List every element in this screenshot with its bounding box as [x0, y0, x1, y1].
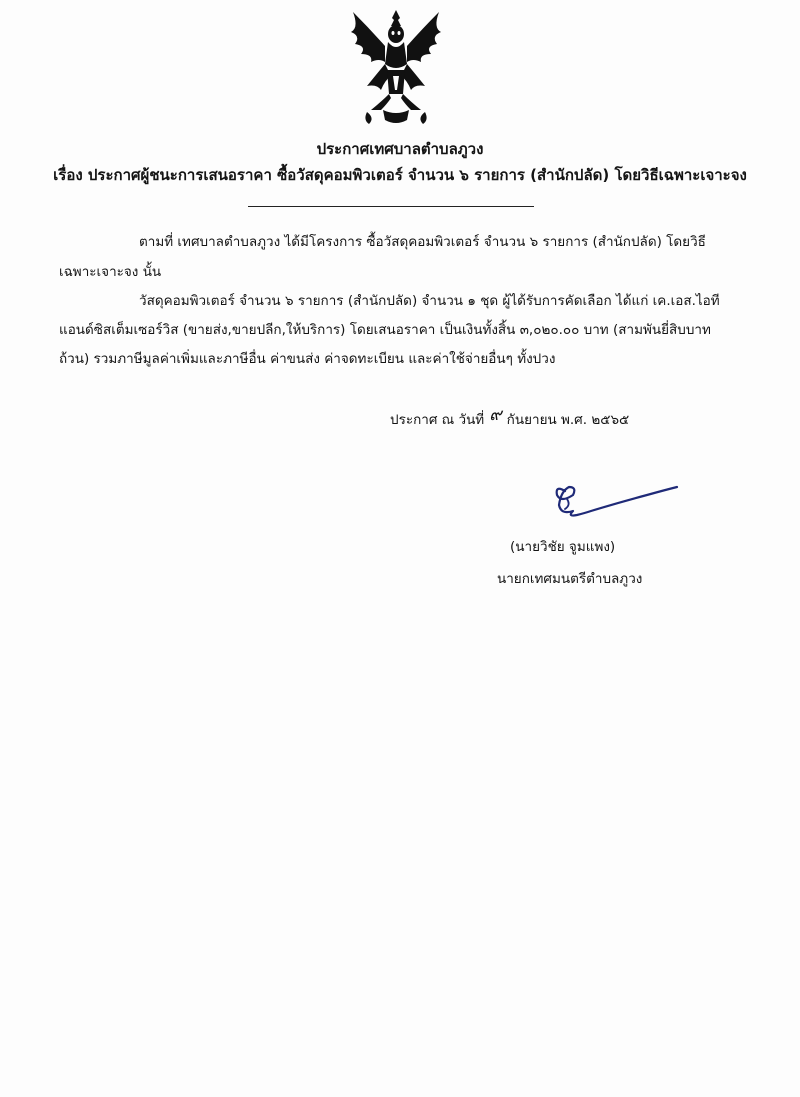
announcement-title: ประกาศเทศบาลตำบลภูวง — [316, 140, 484, 158]
date-month-year: กันยายน พ.ศ. ๒๕๖๕ — [506, 412, 630, 428]
announcement-date — [390, 405, 630, 430]
paragraph-2-line-3: ถ้วน) รวมภาษีมูลค่าเพิ่มและภาษีอื่น ค่าขนส่ง ค่าจดทะเบียน และค่าใช้จ่ายอื่นๆ ทั้งปวง — [59, 351, 556, 367]
handwritten-signature — [547, 481, 687, 521]
date-day: ๙ — [489, 405, 502, 425]
title-divider — [248, 206, 534, 207]
paragraph-2-line-1: วัสดุคอมพิวเตอร์ จำนวน ๖ รายการ (สำนักปลัด) จำนวน ๑ ชุด ผู้ได้รับการคัดเลือก ได้แก่ เค.เอส.ไอที — [139, 293, 720, 309]
garuda-emblem — [341, 6, 451, 128]
paragraph-1-line-1: ตามที่ เทศบาลตำบลภูวง ได้มีโครงการ ซื้อวัสดุคอมพิวเตอร์ จำนวน ๖ รายการ (สำนักปลัด) โดยวิธี — [139, 234, 706, 250]
signatory-position: นายกเทศมนตรีตำบลภูวง — [497, 571, 643, 587]
paragraph-1-line-2: เฉพาะเจาะจง นั้น — [59, 264, 162, 280]
announcement-subject: เรื่อง ประกาศผู้ชนะการเสนอราคา ซื้อวัสดุคอมพิวเตอร์ จำนวน ๖ รายการ (สำนักปลัด) โดยวิธีเฉพาะเจาะจง — [53, 166, 747, 184]
paragraph-2-line-2: แอนด์ซิสเต็มเซอร์วิส (ขายส่ง,ขายปลีก,ให้บริการ) โดยเสนอราคา เป็นเงินทั้งสิ้น ๓,๐๒๐.๐๐ บาท (สามพันยี่สิบบาท — [59, 322, 711, 338]
date-prefix: ประกาศ ณ วันที่ — [390, 412, 485, 428]
signatory-name: (นายวิชัย จูมแพง) — [510, 539, 616, 555]
